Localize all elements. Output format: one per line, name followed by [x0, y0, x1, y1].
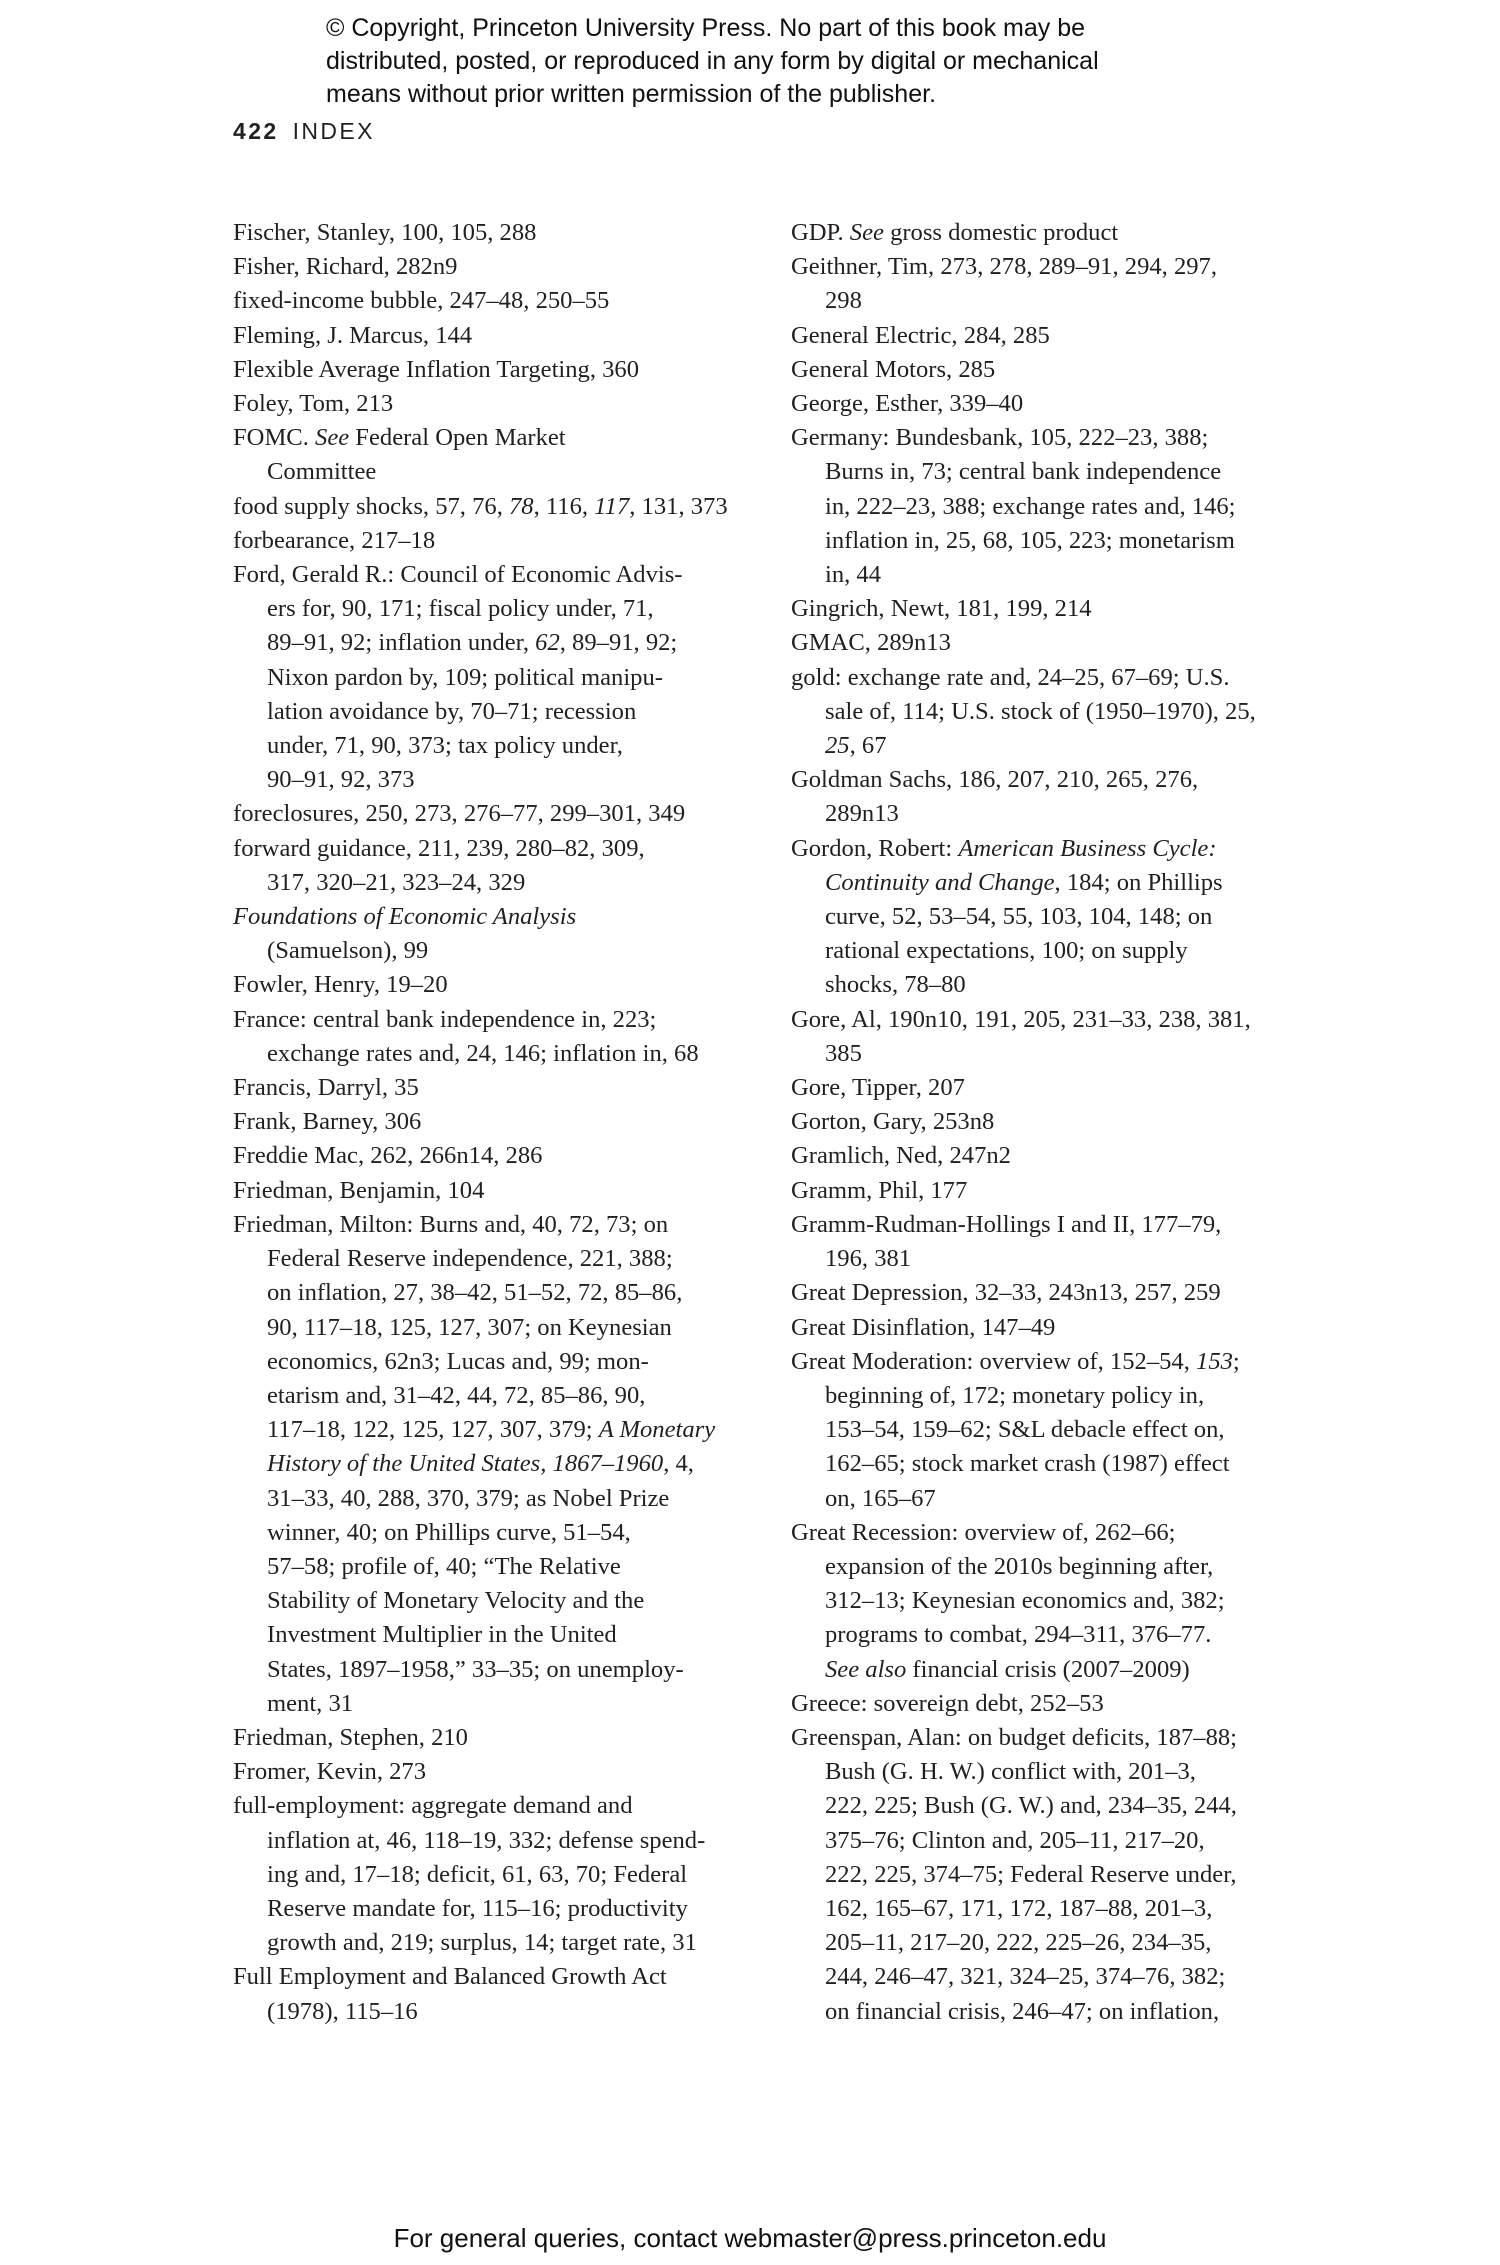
- index-entry-continuation: States, 1897–1958,” 33–35; on unemploy-: [267, 1655, 684, 1683]
- index-entry-continuation: 31–33, 40, 288, 370, 379; as Nobel Prize: [267, 1484, 670, 1512]
- index-entry-continuation: 244, 246–47, 321, 324–25, 374–76, 382;: [825, 1963, 1226, 1991]
- page-number: 422: [233, 118, 279, 144]
- index-entry-heading: Gramm, Phil, 177: [791, 1176, 968, 1204]
- index-entry-heading: Friedman, Milton: Burns and, 40, 72, 73; on: [233, 1210, 669, 1238]
- index-entry-continuation: in, 222–23, 388; exchange rates and, 146;: [825, 492, 1236, 520]
- index-entry-continuation: under, 71, 90, 373; tax policy under,: [267, 732, 623, 760]
- index-entry-continuation: Reserve mandate for, 115–16; productivity: [267, 1894, 688, 1922]
- index-entry-continuation: economics, 62n3; Lucas and, 99; mon-: [267, 1347, 649, 1375]
- index-entry-continuation: 205–11, 217–20, 222, 225–26, 234–35,: [825, 1929, 1212, 1957]
- copyright-line: © Copyright, Princeton University Press. No part of this book may be: [326, 14, 1086, 42]
- index-entry-continuation: ing and, 17–18; deficit, 61, 63, 70; Federal: [267, 1860, 688, 1888]
- index-entry-continuation: 312–13; Keynesian economics and, 382;: [825, 1587, 1225, 1615]
- index-entry: [791, 216, 1311, 250]
- index-entry: [791, 1721, 1311, 2029]
- index-entry-heading: General Motors, 285: [791, 355, 996, 383]
- index-entry-continuation: 385: [825, 1039, 862, 1067]
- index-entry-continuation: in, 44: [825, 561, 882, 589]
- index-entry-continuation: Continuity and Change, 184; on Phillips: [825, 868, 1223, 896]
- index-entry-continuation: inflation at, 46, 118–19, 332; defense spend-: [267, 1826, 706, 1854]
- index-entry-heading: Gore, Al, 190n10, 191, 205, 231–33, 238, 381,: [791, 1005, 1251, 1033]
- index-entry: [791, 353, 1311, 387]
- index-entry: [233, 1139, 753, 1173]
- index-entry-heading: Fischer, Stanley, 100, 105, 288: [233, 219, 537, 246]
- index-entry-heading: forward guidance, 211, 239, 280–82, 309,: [233, 834, 645, 862]
- index-entry-heading: Flexible Average Inflation Targeting, 360: [233, 355, 640, 383]
- index-entry-heading: gold: exchange rate and, 24–25, 67–69; U.S.: [791, 663, 1230, 691]
- index-entry-heading: full-employment: aggregate demand and: [233, 1792, 633, 1820]
- index-entry: [791, 1687, 1311, 1721]
- index-entry: [233, 1721, 753, 1755]
- index-entry: [233, 353, 753, 387]
- index-entry-heading: Fowler, Henry, 19–20: [233, 971, 448, 999]
- index-entry-continuation: beginning of, 172; monetary policy in,: [825, 1381, 1205, 1409]
- index-entry-continuation: 57–58; profile of, 40; “The Relative: [267, 1552, 621, 1580]
- index-entry-continuation: Stability of Monetary Velocity and the: [267, 1587, 645, 1615]
- index-entry-heading: General Electric, 284, 285: [791, 321, 1050, 349]
- index-entry-continuation: See also financial crisis (2007–2009): [825, 1655, 1190, 1683]
- index-entry-heading: Greece: sovereign debt, 252–53: [791, 1689, 1104, 1717]
- index-entry-continuation: Nixon pardon by, 109; political manipu-: [267, 663, 663, 691]
- index-entry: [233, 1789, 753, 1960]
- index-entry-heading: FOMC. See Federal Open Market: [233, 424, 566, 452]
- section-title: INDEX: [292, 118, 375, 144]
- index-entry: [791, 1139, 1311, 1173]
- index-entry-heading: Great Moderation: overview of, 152–54, 153;: [791, 1347, 1240, 1375]
- index-entry-continuation: lation avoidance by, 70–71; recession: [267, 697, 637, 725]
- index-entry-heading: Gore, Tipper, 207: [791, 1074, 965, 1102]
- index-entry-heading: Ford, Gerald R.: Council of Economic Advis-: [233, 561, 683, 589]
- index-entry-heading: Great Disinflation, 147–49: [791, 1313, 1056, 1341]
- index-entry: [233, 900, 753, 968]
- index-entry-heading: Friedman, Stephen, 210: [233, 1723, 468, 1751]
- index-entry-heading: Francis, Darryl, 35: [233, 1074, 419, 1102]
- index-entry-continuation: History of the United States, 1867–1960, 4,: [267, 1450, 694, 1478]
- index-entry-heading: foreclosures, 250, 273, 276–77, 299–301, 349: [233, 800, 686, 828]
- index-entry-continuation: 90–91, 92, 373: [267, 766, 415, 794]
- index-entry: [233, 797, 753, 831]
- index-entry-continuation: growth and, 219; surplus, 14; target rate, 31: [267, 1929, 697, 1957]
- index-entry: [791, 1311, 1311, 1345]
- index-entry-continuation: ers for, 90, 171; fiscal policy under, 71,: [267, 595, 654, 623]
- index-entry-continuation: on inflation, 27, 38–42, 51–52, 72, 85–86,: [267, 1279, 683, 1307]
- index-entry: [233, 250, 753, 284]
- index-entry-continuation: 117–18, 122, 125, 127, 307, 379; A Monetary: [267, 1416, 716, 1444]
- index-entry: [233, 1174, 753, 1208]
- index-entry-heading: Full Employment and Balanced Growth Act: [233, 1963, 667, 1991]
- index-entry-heading: fixed-income bubble, 247–48, 250–55: [233, 287, 610, 315]
- index-entry: [233, 1960, 753, 2028]
- index-entry-heading: Foundations of Economic Analysis: [233, 903, 577, 931]
- index-entry-heading: Gingrich, Newt, 181, 199, 214: [791, 595, 1092, 623]
- index-entry-continuation: on, 165–67: [825, 1484, 936, 1512]
- index-entry: [233, 1105, 753, 1139]
- index-entry-heading: Great Recession: overview of, 262–66;: [791, 1518, 1176, 1546]
- index-entry-heading: Gorton, Gary, 253n8: [791, 1108, 995, 1136]
- index-entry: [233, 1755, 753, 1789]
- index-entry-heading: Fisher, Richard, 282n9: [233, 253, 458, 281]
- index-entry: [233, 216, 753, 250]
- index-entry-continuation: shocks, 78–80: [825, 971, 966, 999]
- copyright-line: means without prior written permission of the publisher.: [326, 80, 937, 108]
- index-entry-continuation: Federal Reserve independence, 221, 388;: [267, 1245, 673, 1273]
- index-entry-continuation: 162–65; stock market crash (1987) effect: [825, 1450, 1230, 1478]
- index-entry-heading: Foley, Tom, 213: [233, 390, 394, 418]
- index-entry-heading: Friedman, Benjamin, 104: [233, 1176, 485, 1204]
- index-entry-heading: food supply shocks, 57, 76, 78, 116, 117, 131, 373: [233, 492, 728, 520]
- index-entry: [233, 832, 753, 900]
- footer-contact: For general queries, contact webmaster@press.princeton.edu: [393, 2223, 1107, 2253]
- index-entry-continuation: etarism and, 31–42, 44, 72, 85–86, 90,: [267, 1381, 646, 1409]
- index-entry-heading: Frank, Barney, 306: [233, 1108, 422, 1136]
- index-entry-heading: Freddie Mac, 262, 266n14, 286: [233, 1142, 543, 1170]
- running-head: [233, 118, 375, 145]
- index-entry: [233, 1071, 753, 1105]
- index-entry-heading: Geithner, Tim, 273, 278, 289–91, 294, 297,: [791, 253, 1218, 281]
- index-column-left: [233, 216, 753, 2029]
- index-entry-heading: Fromer, Kevin, 273: [233, 1758, 427, 1786]
- index-entry-continuation: programs to combat, 294–311, 376–77.: [825, 1621, 1212, 1649]
- index-entry-continuation: sale of, 114; U.S. stock of (1950–1970), 25,: [825, 697, 1256, 725]
- index-entry: [791, 250, 1311, 318]
- index-entry: [791, 832, 1311, 1003]
- index-entry: [791, 661, 1311, 764]
- index-entry-heading: France: central bank independence in, 223;: [233, 1005, 657, 1033]
- index-entry: [791, 626, 1311, 660]
- index-entry-heading: GDP. See gross domestic product: [791, 219, 1119, 246]
- index-entry-continuation: 25, 67: [825, 732, 887, 760]
- index-entry: [233, 284, 753, 318]
- index-entry: [233, 558, 753, 797]
- index-entry: [791, 387, 1311, 421]
- index-entry-heading: Greenspan, Alan: on budget deficits, 187–88;: [791, 1723, 1238, 1751]
- index-entry-continuation: Bush (G. H. W.) conflict with, 201–3,: [825, 1758, 1196, 1786]
- index-entry-continuation: 375–76; Clinton and, 205–11, 217–20,: [825, 1826, 1205, 1854]
- index-entry-heading: Goldman Sachs, 186, 207, 210, 265, 276,: [791, 766, 1199, 794]
- index-entry-heading: Fleming, J. Marcus, 144: [233, 321, 473, 349]
- index-entry-heading: Gramm-Rudman-Hollings I and II, 177–79,: [791, 1210, 1222, 1238]
- index-entry-continuation: 89–91, 92; inflation under, 62, 89–91, 92;: [267, 629, 678, 657]
- index-entry-continuation: 222, 225, 374–75; Federal Reserve under,: [825, 1860, 1237, 1888]
- index-entry-heading: Germany: Bundesbank, 105, 222–23, 388;: [791, 424, 1209, 452]
- index-entry-continuation: ment, 31: [267, 1689, 354, 1717]
- index-entry: [791, 319, 1311, 353]
- index-entry-continuation: 222, 225; Bush (G. W.) and, 234–35, 244,: [825, 1792, 1237, 1820]
- index-entry-heading: Gramlich, Ned, 247n2: [791, 1142, 1011, 1170]
- index-entry: [791, 1105, 1311, 1139]
- index-entry: [233, 387, 753, 421]
- index-column-right: [791, 216, 1311, 2029]
- index-entry-continuation: (Samuelson), 99: [267, 937, 429, 965]
- copyright-notice: [326, 12, 1226, 111]
- index-entry: [233, 1003, 753, 1071]
- index-entry-continuation: inflation in, 25, 68, 105, 223; monetarism: [825, 526, 1235, 554]
- index-entry: [791, 1516, 1311, 1687]
- index-entry-continuation: 153–54, 159–62; S&L debacle effect on,: [825, 1416, 1225, 1444]
- index-entry-continuation: winner, 40; on Phillips curve, 51–54,: [267, 1518, 631, 1546]
- index-entry: [791, 1174, 1311, 1208]
- index-entry-continuation: 162, 165–67, 171, 172, 187–88, 201–3,: [825, 1894, 1213, 1922]
- index-entry-continuation: on financial crisis, 246–47; on inflation,: [825, 1997, 1220, 2025]
- index-entry-heading: Great Depression, 32–33, 243n13, 257, 259: [791, 1279, 1221, 1307]
- index-entry: [791, 1208, 1311, 1276]
- index-entry-continuation: expansion of the 2010s beginning after,: [825, 1552, 1214, 1580]
- index-entry: [233, 421, 753, 489]
- index-entry-continuation: Investment Multiplier in the United: [267, 1621, 617, 1649]
- index-entry: [791, 592, 1311, 626]
- index-entry-continuation: 298: [825, 287, 862, 315]
- index-entry-continuation: 90, 117–18, 125, 127, 307; on Keynesian: [267, 1313, 672, 1341]
- index-entry: [791, 1071, 1311, 1105]
- index-entry: [233, 319, 753, 353]
- index-entry-continuation: Committee: [267, 458, 377, 486]
- index-entry: [791, 1003, 1311, 1071]
- index-entry: [233, 968, 753, 1002]
- index-entry-continuation: 196, 381: [825, 1245, 912, 1273]
- index-entry-heading: forbearance, 217–18: [233, 526, 436, 554]
- index-entry: [791, 763, 1311, 831]
- index-entry-continuation: (1978), 115–16: [267, 1997, 418, 2025]
- index-entry: [791, 1345, 1311, 1516]
- index-entry: [233, 490, 753, 524]
- index-entry: [791, 421, 1311, 592]
- index-entry-heading: Gordon, Robert: American Business Cycle:: [791, 834, 1217, 862]
- index-entry-continuation: 289n13: [825, 800, 899, 828]
- index-entry-continuation: Burns in, 73; central bank independence: [825, 458, 1222, 486]
- index-entry-heading: GMAC, 289n13: [791, 629, 951, 657]
- index-entry-continuation: rational expectations, 100; on supply: [825, 937, 1188, 965]
- copyright-line: distributed, posted, or reproduced in any form by digital or mechanical: [326, 47, 1099, 75]
- index-entry: [791, 1276, 1311, 1310]
- index-entry: [233, 1208, 753, 1721]
- index-entry: [233, 524, 753, 558]
- index-entry-heading: George, Esther, 339–40: [791, 390, 1024, 418]
- index-entry-continuation: 317, 320–21, 323–24, 329: [267, 868, 526, 896]
- index-entry-continuation: curve, 52, 53–54, 55, 103, 104, 148; on: [825, 903, 1213, 931]
- index-entry-continuation: exchange rates and, 24, 146; inflation in, 68: [267, 1039, 699, 1067]
